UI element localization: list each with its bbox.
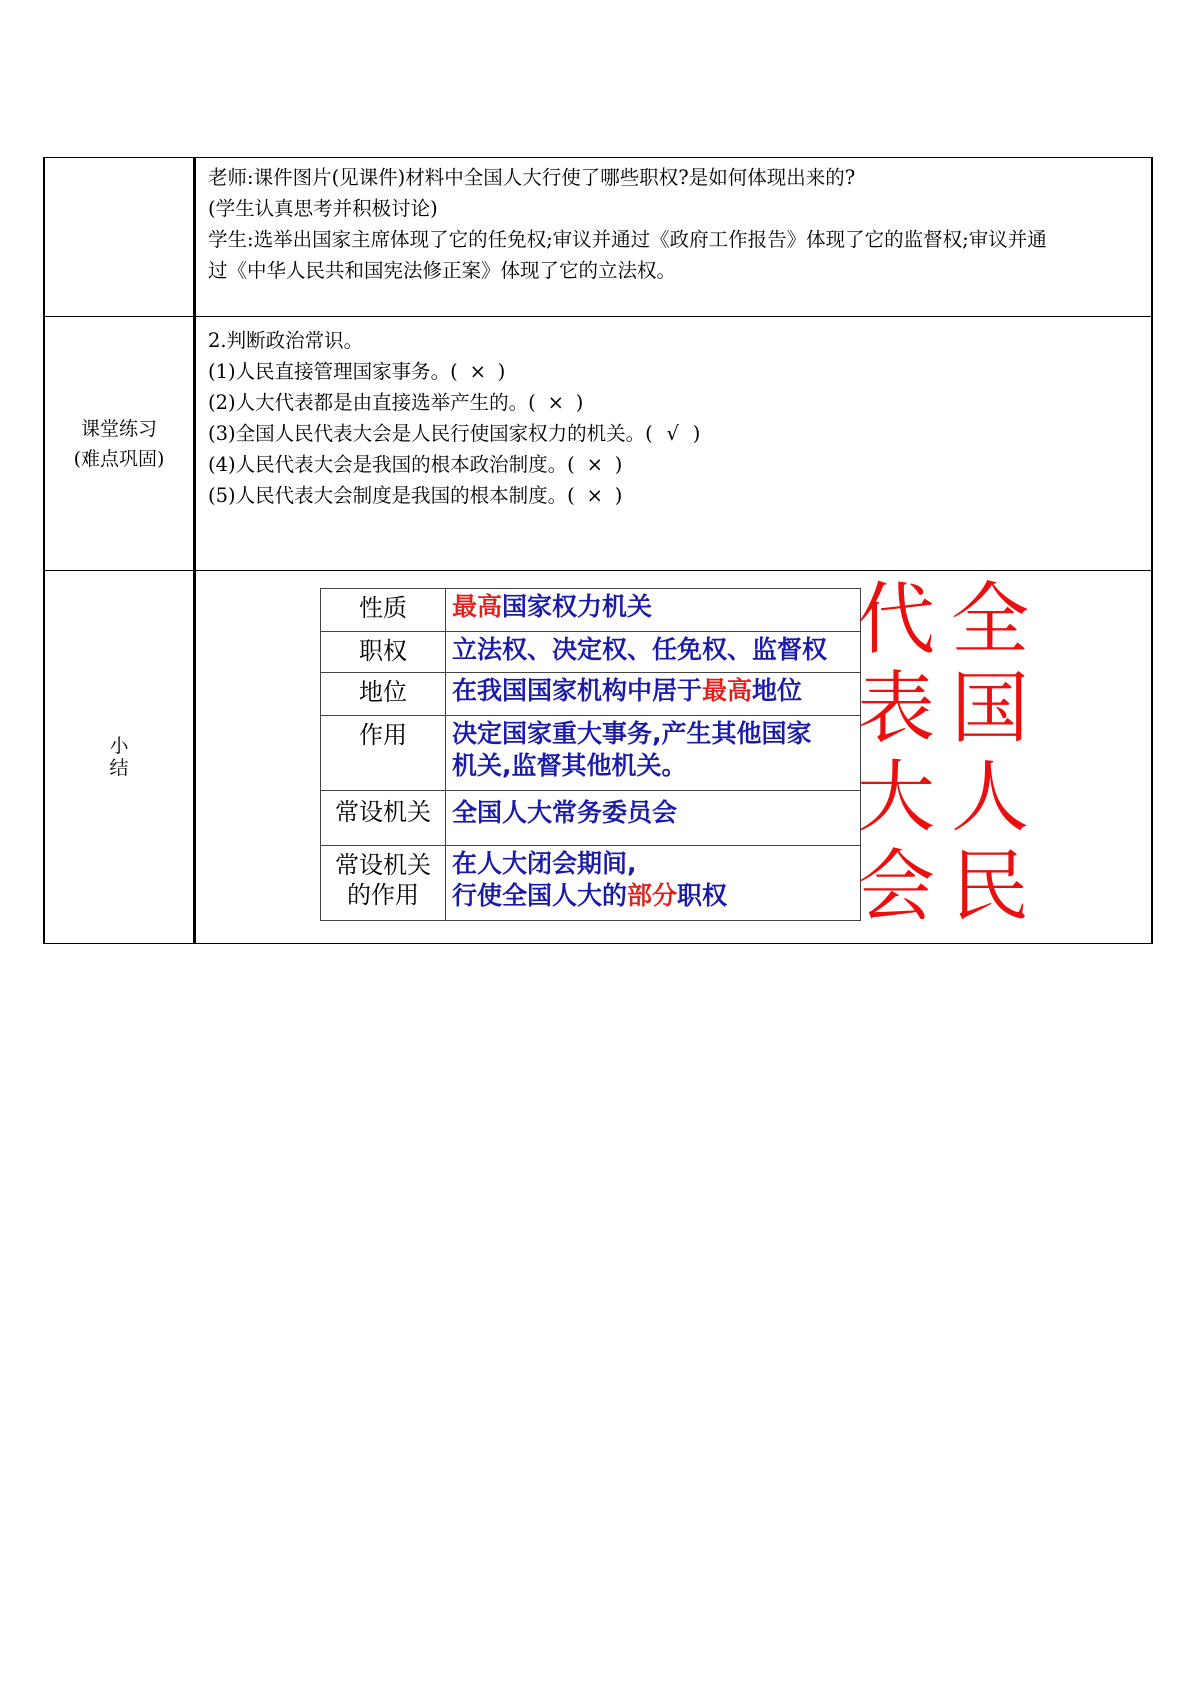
judgement-item: (2)人大代表都是由直接选举产生的。( × ) <box>208 387 1139 418</box>
summary-label-1: 小 <box>109 735 129 757</box>
lesson-plan-table <box>43 157 1153 944</box>
summary-row-status: 地位 在我国国家机构中居于最高地位 <box>321 673 861 716</box>
summary-row-nature: 性质 最高国家权力机关 <box>321 589 861 632</box>
check-mark: √ <box>666 422 679 445</box>
row-label-empty <box>44 158 195 317</box>
summary-content <box>195 571 1153 944</box>
big-chars-left-column: 代 表 大 会 <box>856 575 935 932</box>
practice-sublabel: (难点巩固) <box>73 447 165 470</box>
student-answer-line2: 过《中华人民共和国宪法修正案》体现了它的立法权。 <box>208 259 677 282</box>
summary-table <box>320 588 861 921</box>
practice-content <box>195 317 1153 571</box>
big-chars-right-column: 全 国 人 民 <box>950 575 1029 932</box>
cross-mark: × <box>547 391 564 414</box>
practice-label: 课堂练习 <box>80 417 157 440</box>
practice-heading: 2.判断政治常识。 <box>208 329 364 352</box>
cross-mark: × <box>586 484 603 507</box>
cross-mark: × <box>469 360 486 383</box>
teacher-question: 老师:课件图片(见课件)材料中全国人大行使了哪些职权?是如何体现出来的? <box>208 166 856 189</box>
judgement-item: (5)人民代表大会制度是我国的根本制度。( × ) <box>208 480 1139 511</box>
student-activity: (学生认真思考并积极讨论) <box>208 197 438 220</box>
judgement-item: (3)全国人民代表大会是人民行使国家权力的机关。( √ ) <box>208 418 1139 449</box>
table-row-discussion <box>44 158 1152 317</box>
table-row-practice <box>44 317 1152 571</box>
judgement-item: (4)人民代表大会是我国的根本政治制度。( × ) <box>208 449 1139 480</box>
table-row-summary <box>44 571 1152 944</box>
student-answer-line1: 学生:选举出国家主席体现了它的任免权;审议并通过《政府工作报告》体现了它的监督权;审议并通 <box>208 228 1047 251</box>
row-label-practice <box>44 317 195 571</box>
summary-label-2: 结 <box>109 757 129 779</box>
summary-row-function: 作用 决定国家重大事务,产生其他国家 机关,监督其他机关。 <box>321 716 861 791</box>
row-label-summary <box>44 571 195 944</box>
summary-row-standing-function: 常设机关 的作用 在人大闭会期间, 行使全国人大的部分职权 <box>321 846 861 921</box>
judgement-item: (1)人民直接管理国家事务。( × ) <box>208 356 1139 387</box>
summary-row-standing-body: 常设机关 全国人大常务委员会 <box>321 791 861 846</box>
cross-mark: × <box>586 453 603 476</box>
npc-big-characters <box>856 575 1046 932</box>
discussion-content <box>195 158 1153 317</box>
summary-row-powers: 职权 立法权、决定权、任免权、监督权 <box>321 632 861 673</box>
